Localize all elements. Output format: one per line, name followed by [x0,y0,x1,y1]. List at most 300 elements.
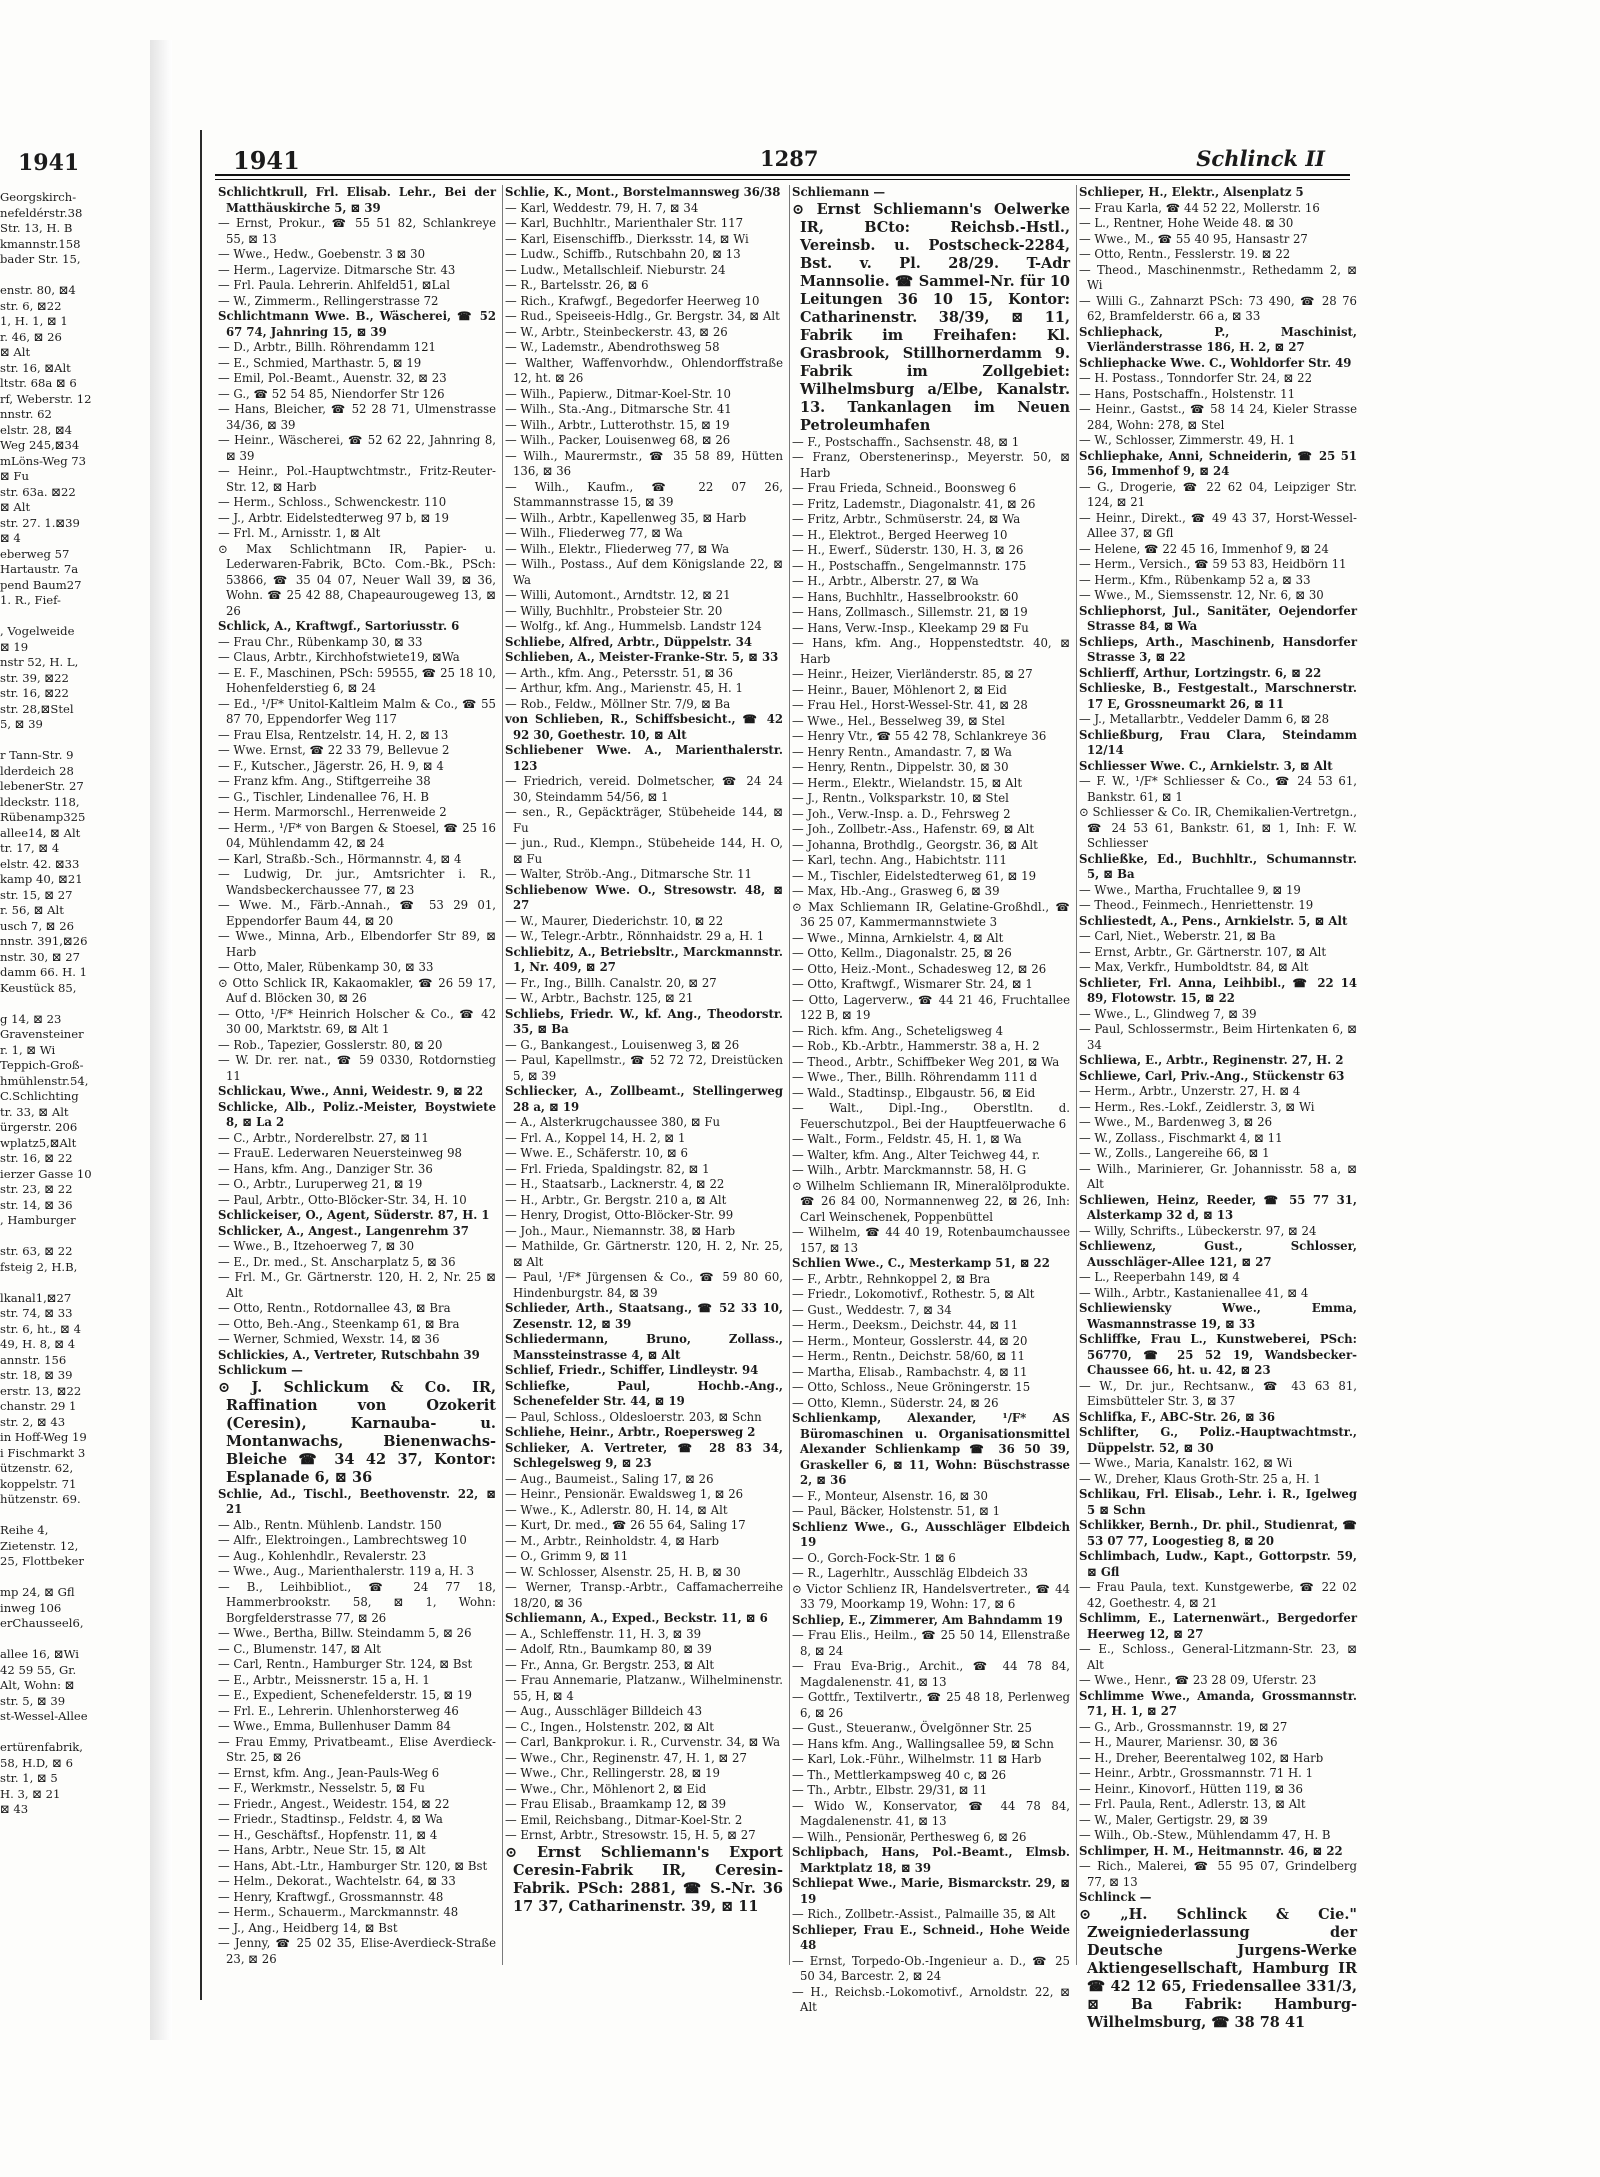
directory-entry: Schlichtmann Wwe. B., Wäscherei, ☎ 52 67 74, Jahnring 15, ⊠ 39 [218,309,496,339]
left-page-line: Reihe 4, [0,1523,49,1537]
directory-entry: — Frau Karla, ☎ 44 52 22, Mollerstr. 16 [1079,200,1320,215]
left-page-line [0,1570,150,1586]
directory-entry: — G., Drogerie, ☎ 22 62 04, Leipziger Str. 124, ⊠ 21 [1079,479,1357,509]
left-page-line: str. 27. 1.⊠39 [0,515,80,530]
directory-entry: — G., ☎ 52 54 85, Niendorfer Str 126 [218,386,445,401]
directory-entry: — Ed., ¹/F* Unitol-Kaltleim Malm & Co., ☎ 55 87 70, Eppendorfer Weg 117 [218,696,496,726]
directory-entry: — Frau Annemarie, Platzanw., Wilhelminenstr. 55, H, ⊠ 4 [505,1673,783,1703]
directory-entry: — Wolfg., kf. Ang., Hummelsb. Landstr 124 [505,619,762,633]
directory-entry: — Herm., Schauerm., Marckmannstr. 48 [218,1905,459,1919]
left-page-line: 1. R., Fief- [0,593,61,607]
left-page-line: Georgskirch- [0,190,77,204]
directory-entry: — D., Arbtr., Billh. Röhrendamm 121 [218,340,436,354]
directory-entry: — Herm., ¹/F* von Bargen & Stoesel, ☎ 25 16 04, Mühlendamm 42, ⊠ 24 [218,820,496,850]
directory-entry: — Hans, Zollmasch., Sillemstr. 21, ⊠ 19 [792,605,1028,619]
directory-entry: — Otto, Heiz.-Mont., Schadesweg 12, ⊠ 26 [792,961,1047,976]
directory-entry: — H., Elektrot., Berged Heerweg 10 [792,527,1008,542]
directory-entry: — C., Arbtr., Norderelbstr. 27, ⊠ 11 [218,1130,429,1145]
directory-entry: — Paul, Kapellmstr., ☎ 52 72 72, Dreistücken 5, ⊠ 39 [505,1053,783,1083]
directory-entry: — Th., Mettlerkampsweg 40 c, ⊠ 26 [792,1767,1007,1782]
left-page-line: lkanal1,⊠27 [0,1290,72,1305]
left-page-line: str. 6, ht., ⊠ 4 [0,1321,81,1336]
directory-entry: — F., Arbtr., Rehnkoppel 2, ⊠ Bra [792,1271,991,1286]
directory-entry: — R., Lagerhltr., Ausschläg Elbdeich 33 [792,1566,1028,1580]
directory-entry: Schliffke, Frau L., Kunstweberei, PSch: 56770, ☎ 25 52 19, Wandsbecker-Chaussee 66, ht. u. 42, ⊠ 23 [1079,1332,1357,1377]
directory-entry: — Friedr., Stadtinsp., Feldstr. 4, ⊠ Wa [218,1812,443,1826]
directory-entry: — W., Arbtr., Steinbeckerstr. 43, ⊠ 26 [505,324,728,339]
directory-entry: Schlief, Friedr., Schiffer, Lindleystr. 94 [505,1363,759,1377]
directory-entry: — H., Maurer, Mariensr. 30, ⊠ 36 [1079,1735,1278,1749]
directory-entry: — Wilhelm, ☎ 44 40 19, Rotenbaumchaussee 157, ⊠ 13 [792,1225,1070,1255]
directory-entry: — Walt., Dipl.-Ing., Oberstltn. d. Feuerschutzpol., Bei der Hauptfeuerwache 6 [792,1101,1070,1131]
directory-entry: Schlimm, E., Laternenwärt., Bergedorfer Heerweg 12, ⊠ 27 [1079,1611,1357,1641]
directory-entry: — Hans kfm. Ang., Wallingsallee 59, ⊠ Schn [792,1736,1054,1751]
left-page-line: eberweg 57 [0,546,70,561]
directory-entry: — Wilh., Fliederweg 77, ⊠ Wa [505,526,683,540]
directory-column-3 [792,185,1070,2014]
left-page-line: nnstr. 62 [0,407,52,421]
left-page-line: Zietenstr. 12, [0,1538,79,1553]
directory-entry: — Rich., Malerei, ☎ 55 95 07, Grindelberg 77, ⊠ 13 [1079,1859,1357,1889]
left-page-line: r Tann-Str. 9 [0,748,74,762]
directory-entry: — Adolf, Rtn., Baumkamp 80, ⊠ 39 [505,1642,712,1656]
directory-entry: Schlieder, Arth., Staatsang., ☎ 52 33 10, Zesenstr. 12, ⊠ 39 [505,1301,783,1331]
directory-entry: Schlienkamp, Alexander, ¹/F* AS Büromaschinen u. Organisationsmittel Alexander Schlienkamp ☎ 36 50 39, Graskeller 6, ⊠ 11, Wohn: Büschstrasse 2, ⊠ 36 [792,1411,1070,1487]
directory-entry: — G., Tischler, Lindenallee 76, H. B [218,789,429,804]
left-page-line: str. 16, ⊠Alt [0,360,71,375]
directory-entry: — Otto, Schloss., Neue Gröningerstr. 15 [792,1380,1031,1394]
directory-entry: Schliewe, Carl, Priv.-Ang., Stückenstr 63 [1079,1068,1345,1083]
directory-entry: — Wwe., Chr., Rellingerstr. 28, ⊠ 19 [505,1766,720,1780]
directory-entry: — Wwe., Hel., Besselweg 39, ⊠ Stel [792,713,1005,728]
left-page-line: ⊠ 4 [0,531,21,545]
directory-entry: — Joh., Verw.-Insp. a. D., Fehrsweg 2 [792,806,1011,821]
directory-entry: — Gottfr., Textilvertr., ☎ 25 48 18, Perlenweg 6, ⊠ 26 [792,1690,1070,1720]
directory-entry: — FrauE. Lederwaren Neuersteinweg 98 [218,1146,462,1160]
directory-entry: — Fritz, Lademstr., Diagonalstr. 41, ⊠ 26 [792,496,1036,511]
directory-entry: Schlichtkrull, Frl. Elisab. Lehr., Bei der Matthäuskirche 5, ⊠ 39 [218,185,496,215]
directory-entry: — Wwe., M., Siemssenstr. 12, Nr. 6, ⊠ 30 [1079,588,1324,602]
directory-entry: — Herm., Res.-Lokf., Zeidlerstr. 3, ⊠ Wi [1079,1099,1315,1114]
directory-entry: ⊙ Schliesser & Co. IR, Chemikalien-Vertretgn., ☎ 24 53 61, Bankstr. 61, ⊠ 1, Inh: F. W. Schliesser [1079,805,1357,850]
directory-entry: — Otto, Rentn., Rotdornallee 43, ⊠ Bra [218,1301,451,1315]
directory-entry: — Werner, Schmied, Wexstr. 14, ⊠ 36 [218,1332,440,1346]
directory-entry: — Hans, Buchhltr., Hasselbrookstr. 60 [792,589,1019,604]
left-page-line: str. 15, ⊠ 27 [0,887,73,902]
left-page-line: Rübenamp325 [0,810,86,824]
directory-entry: — E., Schloss., General-Litzmann-Str. 23, ⊠ Alt [1079,1642,1357,1672]
left-page-line: pend Baum27 [0,577,82,592]
directory-entry: — Carl, Rentn., Hamburger Str. 124, ⊠ Bst [218,1657,473,1671]
directory-entry: — Martha, Elisab., Rambachstr. 4, ⊠ 11 [792,1364,1028,1379]
left-page-line: Alt, Wohn: ⊠ [0,1678,75,1692]
directory-entry: — Wilh., Arbtr., Lutterothstr. 15, ⊠ 19 [505,417,730,432]
directory-entry: — Helene, ☎ 22 45 16, Immenhof 9, ⊠ 24 [1079,541,1329,556]
directory-entry: Schlipbach, Hans, Pol.-Beamt., Elmsb. Marktplatz 18, ⊠ 39 [792,1845,1070,1875]
left-page-line [0,1632,150,1648]
directory-entry: — Wwe., Henr., ☎ 23 28 09, Uferstr. 23 [1079,1673,1317,1687]
left-page-line: str. 63a. ⊠22 [0,484,76,499]
directory-entry: — Wwe. M., Färb.-Annah., ☎ 53 29 01, Eppendorfer Baum 44, ⊠ 20 [218,898,496,928]
firm-entry: ⊙ Ernst Schliemann's Export Ceresin-Fabrik IR, Ceresin-Fabrik. PSch: 2881, ☎ S.-Nr. 36 17 37, Catharinenstr. 39, ⊠ 11 [505,1843,783,1915]
directory-entry: — W. Schlosser, Alsenstr. 25, H. B, ⊠ 30 [505,1564,741,1579]
directory-entry: — jun., Rud., Klempn., Stübeheide 144, H. O, ⊠ Fu [505,836,783,866]
directory-entry: — Henry Vtr., ☎ 55 42 78, Schlankreye 36 [792,729,1047,743]
directory-entry: — Franz kfm. Ang., Stiftgerreihe 38 [218,774,431,788]
left-page-line: ⊠ 19 [0,639,29,654]
directory-entry: — sen., R., Gepäckträger, Stübeheide 144, ⊠ Fu [505,805,783,835]
directory-entry: — O., Arbtr., Luruperweg 21, ⊠ 19 [218,1177,423,1191]
left-page-line: str. 23, ⊠ 22 [0,1182,73,1196]
directory-entry: — Ludw., Metallschleif. Nieburstr. 24 [505,262,726,277]
left-page-line: hützenstr. 69. [0,1492,81,1506]
left-page-line: lderdeich 28 [0,763,74,778]
left-page-line: mLöns-Weg 73 [0,453,87,468]
left-page-line: ldeckstr. 118, [0,794,80,809]
directory-entry: — J., Rentn., Volksparkstr. 10, ⊠ Stel [792,791,1009,805]
directory-entry: — Karl, Buchhltr., Marienthaler Str. 117 [505,216,744,230]
directory-entry: Schliehe, Heinr., Arbtr., Roepersweg 2 [505,1425,756,1439]
directory-entry: — Wwe., Chr., Möhlenort 2, ⊠ Eid [505,1781,707,1796]
left-page-line: lebenerStr. 27 [0,779,84,793]
directory-entry: — F., Kutscher., Jägerstr. 26, H. 9, ⊠ 4 [218,758,444,773]
directory-entry: — Hans, Abt.-Ltr., Hamburger Str. 120, ⊠ Bst [218,1858,488,1873]
directory-entry: — L., Rentner, Hohe Weide 48. ⊠ 30 [1079,216,1294,230]
directory-entry: — Ernst, kfm. Ang., Jean-Pauls-Weg 6 [218,1765,440,1780]
left-page-line: damm 66. H. 1 [0,965,87,979]
header-running-head: Schlinck II [1196,146,1325,171]
directory-entry: — Frau Frieda, Schneid., Boonsweg 6 [792,481,1017,495]
directory-entry: — Frau Chr., Rübenkamp 30, ⊠ 33 [218,634,423,649]
directory-entry: — Paul, Schloss., Oldesloerstr. 203, ⊠ Schn [505,1409,762,1424]
directory-entry: Schliemann, A., Exped., Beckstr. 11, ⊠ 6 [505,1611,768,1625]
directory-entry: Schlikker, Bernh., Dr. phil., Studienrat, ☎ 53 07 77, Loogestieg 8, ⊠ 20 [1079,1518,1357,1548]
directory-entry: — W., Zollass., Fischmarkt 4, ⊠ 11 [1079,1130,1283,1145]
directory-entry: — Arthur, kfm. Ang., Marienstr. 45, H. 1 [505,681,743,695]
left-page-line: ⊠ 43 [0,1802,29,1816]
directory-entry: Schlimbach, Ludw., Kapt., Gottorpstr. 59, ⊠ Gfl [1079,1549,1357,1579]
left-page-line: st-Wessel-Allee [0,1709,88,1723]
directory-entry: — Wwe. Ernst, ☎ 22 33 79, Bellevue 2 [218,743,450,757]
left-page-line: in Hoff-Weg 19 [0,1430,87,1444]
directory-entry: — Wwe., M., Bardenweg 3, ⊠ 26 [1079,1115,1273,1129]
left-page-line: tr. 33, ⊠ Alt [0,1104,69,1119]
directory-entry: — W., Zimmerm., Rellingerstrasse 72 [218,293,439,308]
left-page-line: 5, ⊠ 39 [0,717,43,731]
directory-entry: — Herm., Elektr., Wielandstr. 15, ⊠ Alt [792,775,1023,790]
directory-entry: — Max, Verkfr., Humboldtstr. 84, ⊠ Alt [1079,960,1309,974]
directory-entry: — Wald., Stadtinsp., Elbgaustr. 56, ⊠ Eid [792,1085,1036,1100]
left-page-line: str. 28,⊠Stel [0,701,74,716]
directory-entry: — Herm., Deeksm., Deichstr. 44, ⊠ 11 [792,1318,1019,1332]
directory-entry: Schließke, Ed., Buchhltr., Schumannstr. 5, ⊠ Ba [1079,851,1357,881]
directory-entry: — G., Arb., Grossmannstr. 19, ⊠ 27 [1079,1719,1288,1734]
left-page-line: i Fischmarkt 3 [0,1445,86,1460]
directory-entry: — Paul, Arbtr., Otto-Blöcker-Str. 34, H. 10 [218,1192,467,1207]
directory-entry: — Herm., Monteur, Gosslerstr. 44, ⊠ 20 [792,1333,1028,1348]
directory-entry: — Walt., Form., Feldstr. 45, H. 1, ⊠ Wa [792,1132,1022,1146]
left-page-line: nstr 52, H. L, [0,655,79,669]
directory-entry: — Wwe., L., Glindweg 7, ⊠ 39 [1079,1006,1257,1021]
directory-entry: — Aug., Baumeist., Saling 17, ⊠ 26 [505,1471,714,1486]
directory-entry: — Johanna, Brothdlg., Georgstr. 36, ⊠ Alt [792,837,1038,852]
left-page-line: str. 1, ⊠ 5 [0,1771,58,1785]
left-page-line: kamp 40, ⊠21 [0,872,83,886]
directory-entry: — O., Grimm 9, ⊠ 11 [505,1549,629,1563]
left-page-line: ürgerstr. 206 [0,1120,78,1134]
left-page-line: str. 2, ⊠ 43 [0,1414,66,1429]
left-page-line: fsteig 2, H.B, [0,1259,78,1274]
left-page-line: annstr. 156 [0,1352,67,1367]
header-rule [215,174,1350,176]
directory-entry: — Frl. M., Arnisstr. 1, ⊠ Alt [218,526,381,540]
directory-entry: — Th., Arbtr., Elbstr. 29/31, ⊠ 11 [792,1783,988,1797]
directory-entry: — Alb., Rentn. Mühlenb. Landstr. 150 [218,1517,442,1532]
directory-entry: — A., Schleffenstr. 11, H. 3, ⊠ 39 [505,1626,702,1641]
directory-entry: — Herm. Marmorschl., Herrenweide 2 [218,805,447,819]
directory-entry: — Aug., Kohlenhdlr., Revalerstr. 23 [218,1548,427,1563]
directory-entry: — C., Blumenstr. 147, ⊠ Alt [218,1641,382,1656]
directory-entry: — F., Monteur, Alsenstr. 16, ⊠ 30 [792,1488,988,1503]
directory-entry: — Emil, Reichsbang., Ditmar-Koel-Str. 2 [505,1812,743,1827]
directory-entry: — Otto, Kraftwgf., Wismarer Str. 24, ⊠ 1 [792,977,1033,991]
directory-entry: — F., Postschaffn., Sachsenstr. 48, ⊠ 1 [792,434,1020,449]
directory-entry: — Hans, kfm. Ang., Hoppenstedtstr. 40, ⊠ Harb [792,636,1070,666]
directory-entry: — Heinr., Kinovorf., Hütten 119, ⊠ 36 [1079,1781,1303,1796]
directory-entry: — W., Maler, Gertigstr. 29, ⊠ 39 [1079,1812,1268,1827]
directory-entry: — Kurt, Dr. med., ☎ 26 55 64, Saling 17 [505,1518,746,1532]
directory-entry: — Karl, Lok.-Führ., Wilhelmstr. 11 ⊠ Harb [792,1752,1042,1766]
directory-entry: — Walter, Ströb.-Ang., Ditmarsche Str. 11 [505,867,752,881]
directory-entry: — Gust., Weddestr. 7, ⊠ 34 [792,1302,952,1317]
directory-entry: — H., Ewerf., Süderstr. 130, H. 3, ⊠ 26 [792,543,1024,557]
directory-entry: Schliebitz, A., Betriebsltr., Marckmannstr. 1, Nr. 409, ⊠ 27 [505,944,783,974]
directory-entry: Schlieps, Arth., Maschinenb, Hansdorfer Strasse 3, ⊠ 22 [1079,634,1357,664]
directory-entry: — Fr., Anna, Gr. Bergstr. 253, ⊠ Alt [505,1657,715,1672]
directory-entry: — Wilh., Ob.-Stew., Mühlendamm 47, H. B [1079,1828,1331,1842]
directory-entry: Schliebe, Alfred, Arbtr., Düppelstr. 34 [505,634,752,649]
left-page-line: str. 74, ⊠ 33 [0,1306,73,1320]
directory-entry: — Ernst, Arbtr., Gr. Gärtnerstr. 107, ⊠ Alt [1079,944,1327,959]
directory-entry: — Wilh., Marinierer, Gr. Johannisstr. 58 a, ⊠ Alt [1079,1161,1357,1191]
directory-entry: — G., Bankangest., Louisenweg 3, ⊠ 26 [505,1037,740,1052]
directory-entry: — Rich., Zollbetr.-Assist., Palmaille 35, ⊠ Alt [792,1907,1056,1921]
directory-entry: — H., Dreher, Beerentalweg 102, ⊠ Harb [1079,1750,1324,1765]
directory-entry: — Wwe., Hedw., Goebenstr. 3 ⊠ 30 [218,247,426,261]
left-page-line: Hartaustr. 7a [0,562,79,576]
directory-entry: — Frl. E., Lehrerin. Uhlenhorsterweg 46 [218,1703,459,1718]
left-page-line: str. 63, ⊠ 22 [0,1244,73,1258]
left-page-line: ⊠ Fu [0,469,29,483]
directory-entry: Schlick, A., Kraftwgf., Sartoriusstr. 6 [218,619,460,633]
directory-entry: — Frau Eva-Brig., Archit., ☎ 44 78 84, Magdalenenstr. 41, ⊠ 13 [792,1659,1070,1689]
directory-entry: Schliestedt, A., Pens., Arnkielstr. 5, ⊠ Alt [1079,913,1348,928]
directory-entry: — W., Schlosser, Zimmerstr. 49, H. 1 [1079,433,1296,447]
left-page-line: 42 59 55, Gr. [0,1662,77,1677]
directory-entry: — Wwe., Chr., Reginenstr. 47, H. 1, ⊠ 27 [505,1750,747,1765]
directory-entry: — W., Dreher, Klaus Groth-Str. 25 a, H. 1 [1079,1471,1321,1486]
left-page-line: str. 5, ⊠ 39 [0,1693,66,1708]
left-page-line: mp 24, ⊠ Gfl [0,1585,75,1599]
left-page-fragment [0,130,150,2010]
directory-entry: Schliefke, Paul, Hochb.-Ang., Schenefelder Str. 44, ⊠ 19 [505,1378,783,1408]
directory-entry: — Frl. M., Gr. Gärtnerstr. 120, H. 2, Nr. 25 ⊠ Alt [218,1270,496,1300]
left-page-line: bader Str. 15, [0,252,81,266]
left-page-line: 49, H. 8, ⊠ 4 [0,1337,76,1351]
directory-entry: — E. F., Maschinen, PSch: 59555, ☎ 25 18 10, Hohenfelderstieg 6, ⊠ 24 [218,665,496,695]
directory-entry: — Wilh., Maurermstr., ☎ 35 58 89, Hütten 136, ⊠ 36 [505,448,783,478]
directory-entry: — Gust., Steueranw., Övelgönner Str. 25 [792,1721,1032,1735]
directory-entry: — Frl. A., Koppel 14, H. 2, ⊠ 1 [505,1130,686,1145]
directory-entry: — C., Ingen., Holstenstr. 202, ⊠ Alt [505,1719,714,1734]
left-page-line: g 14, ⊠ 23 [0,1011,62,1026]
directory-entry: — J., Metallarbtr., Veddeler Damm 6, ⊠ 28 [1079,712,1330,726]
directory-entry: — Frl. Frieda, Spaldingstr. 82, ⊠ 1 [505,1161,710,1176]
directory-entry: — W., Maurer, Diederichstr. 10, ⊠ 22 [505,913,724,928]
directory-entry: — Wwe., Maria, Kanalstr. 162, ⊠ Wi [1079,1456,1293,1470]
left-page-line: nnstr. 391,⊠26 [0,934,88,948]
directory-entry: — Heinr., Pensionär. Ewaldsweg 1, ⊠ 26 [505,1487,744,1501]
left-page-line: inweg 106 [0,1600,62,1615]
directory-entry: Schliemann — [792,185,886,199]
directory-entry: — Claus, Arbtr., Kirchhofstwiete19, ⊠Wa [218,650,460,664]
directory-entry: — Frau Paula, text. Kunstgewerbe, ☎ 22 02 42, Goethestr. 4, ⊠ 21 [1079,1580,1357,1610]
directory-entry: — Wilh., Arbtr., Kapellenweg 35, ⊠ Harb [505,510,747,525]
directory-entry: Schliep, E., Zimmerer, Am Bahndamm 19 [792,1612,1063,1627]
directory-column-4 [1079,185,1357,2031]
directory-entry: — Otto, Klemn., Süderstr. 24, ⊠ 26 [792,1395,999,1410]
directory-entry: — Jenny, ☎ 25 02 35, Elise-Averdieck-Straße 23, ⊠ 26 [218,1936,496,1966]
directory-entry: — Friedrich, vereid. Dolmetscher, ☎ 24 24 30, Steindamm 54/56, ⊠ 1 [505,774,783,804]
directory-entry: — H., Arbtr., Alberstr. 27, ⊠ Wa [792,574,979,588]
directory-entry: — Wwe., Aug., Marienthalerstr. 119 a, H. 3 [218,1564,475,1578]
directory-entry: — W. Dr. rer. nat., ☎ 59 0330, Rotdornstieg 11 [218,1053,496,1083]
directory-entry: — Willy, Schrifts., Lübeckerstr. 97, ⊠ 24 [1079,1223,1317,1238]
left-page-line: elstr. 28, ⊠4 [0,422,73,437]
directory-entry: — H., Staatsarb., Lacknerstr. 4, ⊠ 22 [505,1177,725,1191]
directory-entry: ⊙ Max Schliemann IR, Gelatine-Großhdl., ☎ 36 25 07, Kammermannstwiete 3 [792,899,1070,929]
directory-entry: — Willi G., Zahnarzt PSch: 73 490, ☎ 28 76 62, Bramfelderstr. 66 a, ⊠ 33 [1079,293,1357,323]
directory-entry: — Otto, Beh.-Ang., Steenkamp 61, ⊠ Bra [218,1316,460,1331]
directory-entry: — Fritz, Arbtr., Schmüserstr. 24, ⊠ Wa [792,512,1021,526]
directory-entry: — F. W., ¹/F* Schliesser & Co., ☎ 24 53 61, Bankstr. 61, ⊠ 1 [1079,774,1357,804]
directory-entry: — Walther, Waffenvorhdw., Ohlendorffstraße 12, ht. ⊠ 26 [505,355,783,385]
directory-entry: Schlicke, Alb., Poliz.-Meister, Boystwiete 8, ⊠ La 2 [218,1099,496,1129]
directory-entry: Schliephacke Wwe. C., Wohldorfer Str. 49 [1079,355,1352,370]
directory-entry: — Franz, Oberstenerinsp., Meyerstr. 50, ⊠ Harb [792,450,1070,480]
directory-entry: — Alfr., Elektroingen., Lambrechtsweg 10 [218,1533,467,1547]
left-page-line: , Vogelweide [0,624,75,638]
firm-entry: ⊙ „H. Schlinck & Cie." Zweigniederlassung der Deutsche Jurgens-Werke Aktiengesellschaft, Hamburg IR ☎ 42 12 65, Friedensallee 331/3, ⊠ Ba Fabrik: Hamburg-Wilhelmsburg, ☎ 38 78 41 [1079,1905,1357,2031]
directory-entry: — Willi, Automont., Arndtstr. 12, ⊠ 21 [505,588,731,602]
directory-entry: — Karl, Straßb.-Sch., Hörmannstr. 4, ⊠ 4 [218,851,462,866]
directory-entry: — Hans, Arbtr., Neue Str. 15, ⊠ Alt [218,1843,426,1857]
left-page-line [0,268,150,284]
directory-entry: Schliephack, P., Maschinist, Vierländerstrasse 186, H. 2, ⊠ 27 [1079,324,1357,354]
directory-columns [218,185,1368,2031]
directory-entry: — Ludw., Schiffb., Rutschbahn 20, ⊠ 13 [505,247,741,261]
directory-entry: — Henry, Drogist, Otto-Blöcker-Str. 99 [505,1208,734,1222]
directory-entry: Schlickum — [218,1363,303,1377]
directory-entry: Schlifter, G., Poliz.-Hauptwachtmstr., Düppelstr. 52, ⊠ 30 [1079,1425,1357,1455]
directory-entry: — Wwe., B., Itzehoerweg 7, ⊠ 30 [218,1239,415,1253]
left-page-line: erChausseel6, [0,1616,84,1630]
left-page-line [0,996,150,1012]
left-page-line: enstr. 80, ⊠4 [0,283,76,297]
directory-entry: — Ludwig, Dr. jur., Amtsrichter i. R., Wandsbeckerchaussee 77, ⊠ 23 [218,867,496,897]
directory-entry: ⊙ Otto Schlick IR, Kakaomakler, ☎ 26 59 17, Auf d. Blöcken 30, ⊠ 26 [218,975,496,1005]
left-page-line: , Hamburger [0,1213,76,1227]
directory-entry: — Wilh., Sta.-Ang., Ditmarsche Str. 41 [505,402,732,416]
directory-entry: Schlieper, H., Elektr., Alsenplatz 5 [1079,185,1304,199]
left-page-line [0,1725,150,1741]
left-page-line [0,1508,150,1524]
left-page-line: usch 7, ⊠ 26 [0,918,74,933]
left-page-line: H. 3, ⊠ 21 [0,1786,61,1801]
directory-entry: — J., Ang., Heidberg 14, ⊠ Bst [218,1920,398,1935]
left-page-line: str. 16, ⊠ 22 [0,1151,73,1165]
directory-entry: — Frau Elis., Heilm., ☎ 25 50 14, Ellenstraße 8, ⊠ 24 [792,1628,1070,1658]
left-page-line: str. 39, ⊠22 [0,670,69,685]
left-page-line: ierzer Gasse 10 [0,1166,92,1181]
directory-entry: — Rob., Kb.-Arbtr., Hammerstr. 38 a, H. 2 [792,1039,1040,1053]
directory-entry: — M., Tischler, Eidelstedterweg 61, ⊠ 19 [792,868,1037,883]
directory-entry: — F., Werkmstr., Nesselstr. 5, ⊠ Fu [218,1781,425,1795]
directory-entry: — W., Arbtr., Bachstr. 125, ⊠ 21 [505,991,694,1005]
left-page-line: C.Schlichting [0,1089,79,1103]
directory-entry: — E., Dr. med., St. Anscharplatz 5, ⊠ 36 [218,1254,456,1269]
left-page-line: 25, Flottbeker [0,1554,84,1568]
left-page-line: hmühlenstr.54, [0,1073,89,1088]
left-page-line: r. 56, ⊠ Alt [0,903,64,917]
directory-entry: — W., Dr. jur., Rechtsanw., ☎ 43 63 81, Eimsbütteler Str. 3, ⊠ 37 [1079,1378,1357,1408]
directory-entry: Schlieter, Frl. Anna, Leihbibl., ☎ 22 14 89, Flotowstr. 15, ⊠ 22 [1079,975,1357,1005]
directory-entry: — Heinr., Direkt., ☎ 49 43 37, Horst-Wessel-Allee 37, ⊠ Gfl [1079,510,1357,540]
directory-entry: Schliepat Wwe., Marie, Bismarckstr. 29, ⊠ 19 [792,1876,1070,1906]
directory-entry: — Herm., Kfm., Rübenkamp 52 a, ⊠ 33 [1079,572,1311,587]
directory-entry: — Otto, Maler, Rübenkamp 30, ⊠ 33 [218,960,434,974]
directory-entry: Schliedermann, Bruno, Zollass., Manssteinstrasse 4, ⊠ Alt [505,1332,783,1362]
directory-entry: von Schlieben, R., Schiffsbesicht., ☎ 42 92 30, Goethestr. 10, ⊠ Alt [505,712,783,742]
left-page-line: wplatz5,⊠Alt [0,1135,77,1150]
directory-entry: — Wwe., Bertha, Billw. Steindamm 5, ⊠ 26 [218,1626,472,1640]
header-year: 1941 [233,146,300,175]
directory-entry: — Rich., Krafwgf., Begedorfer Heerweg 10 [505,293,760,308]
directory-entry: — H., Postschaffn., Sengelmannstr. 175 [792,558,1027,573]
directory-entry: — Hans, Postschaffn., Holstenstr. 11 [1079,386,1296,401]
directory-entry: Schlinck — [1079,1890,1152,1904]
directory-entry: — Hans, Verw.-Insp., Kleekamp 29 ⊠ Fu [792,620,1029,635]
directory-entry: — Rob., Feldw., Möllner Str. 7/9, ⊠ Ba [505,696,731,711]
directory-entry: — W., Zolls., Langereihe 66, ⊠ 1 [1079,1146,1270,1160]
left-page-line: ⊠ Alt [0,345,31,359]
left-page-line: r. 46, ⊠ 26 [0,329,62,344]
directory-entry: — L., Reeperbahn 149, ⊠ 4 [1079,1270,1240,1284]
directory-entry: Schlifka, F., ABC-Str. 26, ⊠ 36 [1079,1409,1276,1424]
directory-entry: — Otto, Kellm., Diagonalstr. 25, ⊠ 26 [792,946,1012,960]
firm-entry: ⊙ Ernst Schliemann's Oelwerke IR, BCto: Reichsb.-Hstl., Vereinsb. u. Postscheck-2284, Bst. v. Pl. 28/29. T-Adr Mannsolie. ☎ Sammel-Nr. für 10 Leitungen 36 10 15, Kontor: Catharinenstr. 38/39, ⊠ 11, Fabrik im Freihafen: Kl. Grasbrook, Stillhornerdamm 9. Fabrik im Zollgebiet: Wilhelmsburg a/Elbe, Kanalstr. 13. Tankanlagen im Neuen Petroleumhafen [792,200,1070,434]
directory-entry: — Paul, Schlossermstr., Beim Hirtenkaten 6, ⊠ 34 [1079,1022,1357,1052]
directory-entry: — Rob., Tapezier, Gosslerstr. 80, ⊠ 20 [218,1037,443,1052]
directory-entry: Schlimme Wwe., Amanda, Grossmannstr. 71, H. 1, ⊠ 27 [1079,1688,1357,1718]
directory-entry: — Wwe., Ther., Billh. Röhrendamm 111 d [792,1070,1038,1084]
directory-entry: Schliewenz, Gust., Schlosser, Ausschläger-Allee 121, ⊠ 27 [1079,1239,1357,1269]
directory-entry: Schliephorst, Jul., Sanitäter, Oejendorfer Strasse 84, ⊠ Wa [1079,603,1357,633]
left-page-line: ltstr. 68a ⊠ 6 [0,376,77,390]
directory-column-1 [218,185,496,1965]
directory-entry: — Frau Elsa, Rentzelstr. 14, H. 2, ⊠ 13 [218,727,449,742]
left-page-line: str. 16, ⊠22 [0,686,69,700]
